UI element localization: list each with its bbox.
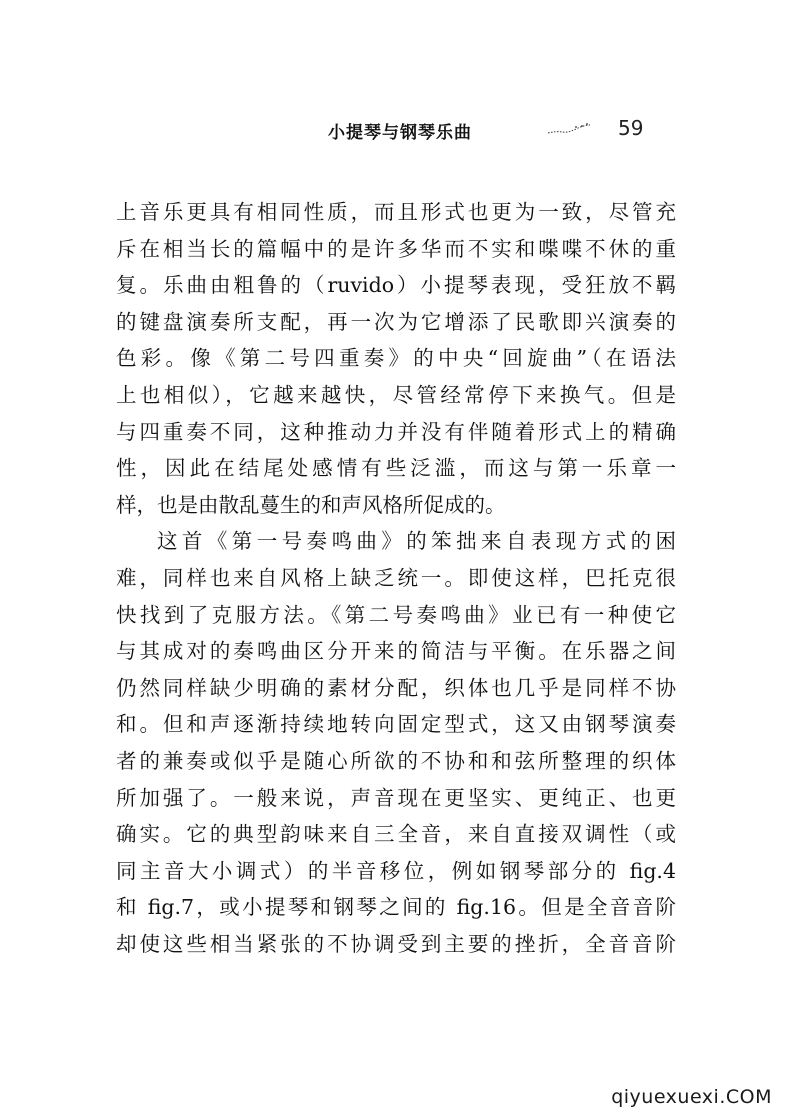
text-line: 复。乐曲由粗鲁的（ruvido）小提琴表现，受狂放不羁 bbox=[116, 273, 676, 298]
text-line: 仍然同样缺少明确的素材分配，织体也几乎是同样不协 bbox=[116, 675, 676, 700]
text-line: 斥在相当长的篇幅中的是许多华而不实和喋喋不休的重 bbox=[116, 236, 676, 261]
site-watermark: qiyuexuexi.COM bbox=[611, 1086, 772, 1108]
text-line: 者的兼奏或似乎是随心所欲的不协和和弦所整理的织体 bbox=[116, 748, 676, 773]
page-number: 59 bbox=[618, 116, 644, 140]
text-line: 与其成对的奏鸣曲区分开来的简洁与平衡。在乐器之间 bbox=[116, 639, 676, 664]
running-header bbox=[0, 114, 794, 144]
chapter-title: 小提琴与钢琴乐曲 bbox=[328, 123, 472, 143]
text-line: 同主音大小调式）的半音移位，例如钢琴部分的 fig.4 bbox=[116, 858, 676, 883]
text-line: 的键盘演奏所支配，再一次为它增添了民歌即兴演奏的 bbox=[116, 309, 676, 334]
text-line: 和 fig.7，或小提琴和钢琴之间的 fig.16。但是全音音阶 bbox=[116, 895, 676, 920]
ornament-icon bbox=[546, 122, 592, 136]
text-line: 却使这些相当紧张的不协调受到主要的挫折，全音音阶 bbox=[116, 931, 676, 956]
paragraph-2 bbox=[116, 523, 676, 962]
text-line: 确实。它的典型韵味来自三全音，来自直接双调性（或 bbox=[116, 822, 676, 847]
text-line: 和。但和声逐渐持续地转向固定型式，这又由钢琴演奏 bbox=[116, 712, 676, 737]
text-line: 色彩。像《第二号四重奏》的中央“回旋曲”（在语法 bbox=[116, 346, 676, 371]
body-text bbox=[116, 194, 676, 962]
text-line: 难，同样也来自风格上缺乏统一。即使这样，巴托克很 bbox=[116, 565, 676, 590]
text-line: 上也相似），它越来越快，尽管经常停下来换气。但是 bbox=[116, 382, 676, 407]
text-line: 快找到了克服方法。《第二号奏鸣曲》业已有一种使它 bbox=[116, 602, 676, 627]
text-line: 与四重奏不同，这种推动力并没有伴随着形式上的精确 bbox=[116, 419, 676, 444]
text-line: 样，也是由散乱蔓生的和声风格所促成的。 bbox=[116, 492, 506, 517]
text-line: 上音乐更具有相同性质，而且形式也更为一致，尽管充 bbox=[116, 200, 676, 224]
text-line: 性，因此在结尾处感情有些泛滥，而这与第一乐章一 bbox=[116, 456, 676, 481]
text-line: 所加强了。一般来说，声音现在更坚实、更纯正、也更 bbox=[116, 785, 676, 810]
text-line: 这首《第一号奏鸣曲》的笨拙来自表现方式的困 bbox=[157, 529, 676, 554]
paragraph-1 bbox=[116, 194, 676, 523]
